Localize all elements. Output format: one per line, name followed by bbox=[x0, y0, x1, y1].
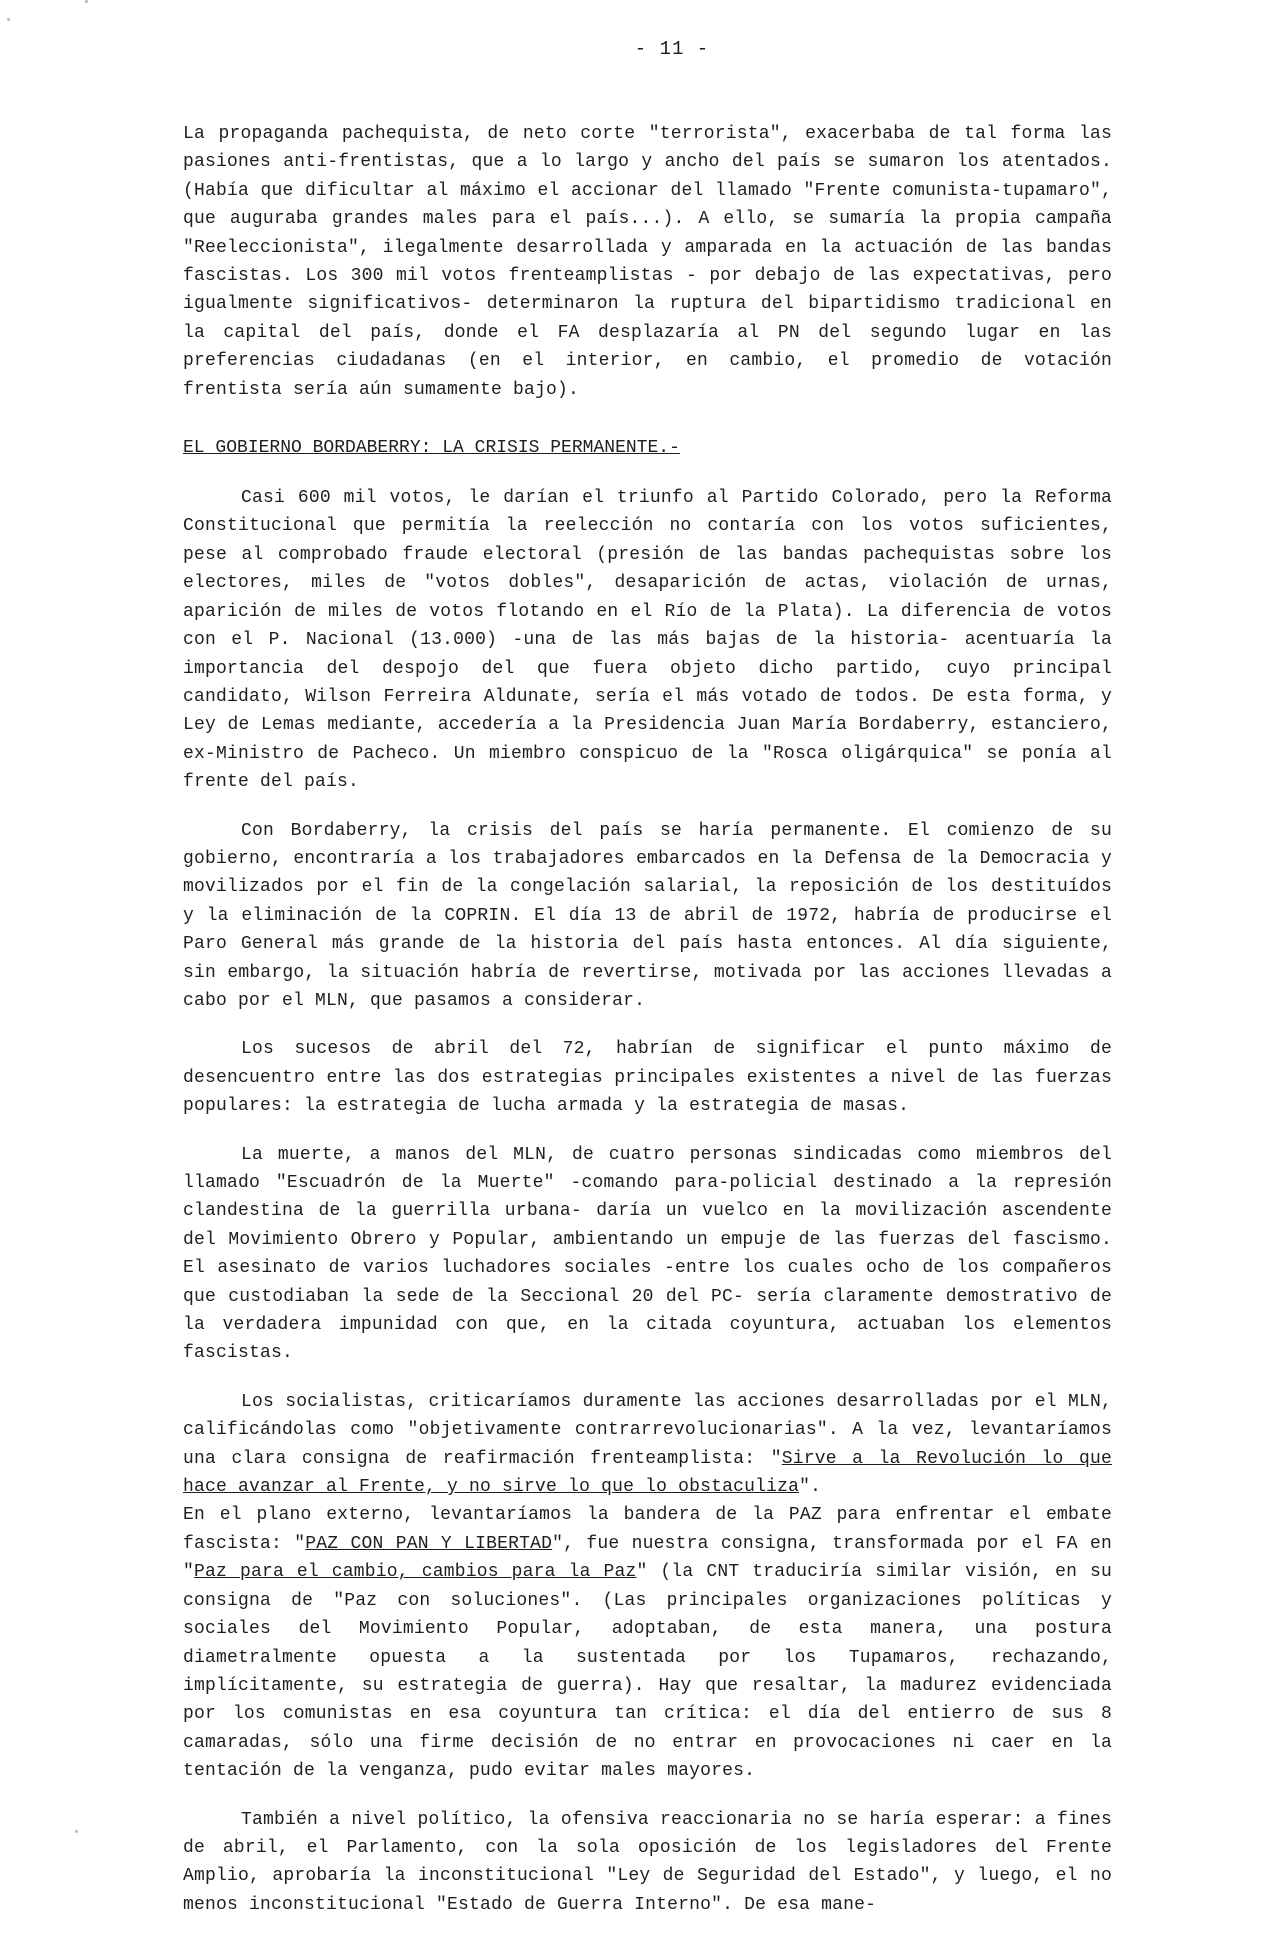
paragraph-4: Los sucesos de abril del 72, habrían de significar el punto máximo de desencuentro entre las dos estrategias principales existentes a nivel de las fuerzas populares: la estrategia de lucha armada y la estrategia de masas. bbox=[183, 1039, 1112, 1117]
scan-speck bbox=[75, 1830, 78, 1833]
slogan-paz-pan-libertad: PAZ CON PAN Y LIBERTAD bbox=[305, 1533, 553, 1554]
scan-speck bbox=[85, 0, 88, 3]
paragraph-7-text-a: En el plano externo, levantaríamos la bandera de la PAZ para enfrentar el embate fascista: " bbox=[183, 1505, 1112, 1554]
page-number: - 11 - bbox=[634, 38, 710, 60]
paragraph-2: Casi 600 mil votos, le darían el triunfo al Partido Colorado, pero la Reforma Constitucional que permitía la reelección no contaría con los votos suficientes, pese al comprobado fraude electoral (presión de las bandas pachequistas sobre los electores, miles de "votos dobles", desaparición de actas, violación de urnas, aparición de miles de votos flotando en el Río de la Plata). La diferencia de votos con el P. Nacional (13.000) -una de las más bajas de la historia- acentuaría la importancia del despojo del que fuera objeto dicho partido, cuyo principal candidato, Wilson Ferreira Aldunate, sería el más votado de todos. De esta forma, y Ley de Lemas mediante, accedería a la Presidencia Juan María Bordaberry, estanciero, ex-Ministro de Pacheco. Un miembro conspicuo de la "Rosca oligárquica" se ponía al frente del país. bbox=[183, 488, 1112, 793]
paragraph-6-text-b: ". bbox=[799, 1477, 822, 1498]
slogan-revolucion: Sirve a la Revolución lo que hace avanzar al Frente, y no sirve lo que lo obstaculiza bbox=[183, 1448, 1112, 1498]
paragraph-8: También a nivel político, la ofensiva reaccionaria no se haría esperar: a fines de abril, el Parlamento, con la sola oposición de los legisladores del Frente Amplio, aprobaría la inconstitucional "Ley de Seguridad del Estado", y luego, el no menos inconstitucional "Estado de Guerra Interno". De esa mane- bbox=[183, 1809, 1112, 1915]
section-heading: EL GOBIERNO BORDABERRY: LA CRISIS PERMANENTE.- bbox=[183, 438, 680, 459]
paragraph-3: Con Bordaberry, la crisis del país se haría permanente. El comienzo de su gobierno, encontraría a los trabajadores embarcados en la Defensa de la Democracia y movilizados por el fin de la congelación salarial, la reposición de los destituídos y la eliminación de la COPRIN. El día 13 de abril de 1972, habría de producirse el Paro General más grande de la historia del país hasta entonces. Al día siguiente, sin embargo, la situación habría de revertirse, motivada por las acciones llevadas a cabo por el MLN, que pasamos a considerar. bbox=[183, 820, 1112, 1011]
scan-speck bbox=[7, 18, 10, 21]
paragraph-6-text-a: Los socialistas, criticaríamos duramente las acciones desarrolladas por el MLN, calificándolas como "objetivamente contrarrevolucionarias". A la vez, levantaríamos una clara consigna de reafirmación frenteamplista: " bbox=[183, 1391, 1112, 1469]
paragraph-7-text-c: " (la CNT traduciría similar visión, en su consigna de "Paz con soluciones". (Las principales organizaciones políticas y sociales del Movimiento Popular, adoptaban, de esta manera, una postura diametralmente opuesta a la sustentada por los Tupamaros, rechazando, implícitamente, su estrategia de guerra). Hay que resaltar, la madurez evidenciada por los comunistas en esa coyuntura tan crítica: el día del entierro de sus 8 camaradas, sólo una firme decisión de no entrar en provocaciones ni caer en la tentación de la venganza, pudo evitar males mayores. bbox=[183, 1562, 1112, 1782]
slogan-paz-cambio: Paz para el cambio, cambios para la Paz bbox=[194, 1562, 637, 1583]
paragraph-7 bbox=[183, 1501, 1112, 1785]
paragraph-6 bbox=[183, 1388, 1112, 1502]
paragraph-5: La muerte, a manos del MLN, de cuatro personas sindicadas como miembros del llamado "Escuadrón de la Muerte" -comando para-policial destinado a la represión clandestina de la guerrilla urbana- daría un vuelco en la movilización ascendente del Movimiento Obrero y Popular, ambientando un empuje de las fuerzas del fascismo. El asesinato de varios luchadores sociales -entre los cuales ocho de los compañeros que custodiaban la sede de la Seccional 20 del PC- sería claramente demostrativo de la verdadera impunidad con que, en la citada coyuntura, actuaban los elementos fascistas. bbox=[183, 1144, 1112, 1364]
paragraph-1: La propaganda pachequista, de neto corte "terrorista", exacerbaba de tal forma las pasiones anti-frentistas, que a lo largo y ancho del país se sumaron los atentados. (Había que dificultar al máximo el accionar del llamado "Frente comunista-tupamaro", que auguraba grandes males para el país...). A ello, se sumaría la propia campaña "Reeleccionista", ilegalmente desarrollada y amparada en la actuación de las bandas fascistas. Los 300 mil votos frenteamplistas - por debajo de las expectativas, pero igualmente significativos- determinaron la ruptura del bipartidismo tradicional en la capital del país, donde el FA desplazaría al PN del segundo lugar en las preferencias ciudadanas (en el interior, en cambio, el promedio de votación frentista sería aún sumamente bajo). bbox=[183, 124, 1112, 400]
body-text bbox=[183, 120, 1112, 1919]
paragraph-7-text-b: ", fue nuestra consigna, transformada por el FA en " bbox=[183, 1533, 1112, 1583]
